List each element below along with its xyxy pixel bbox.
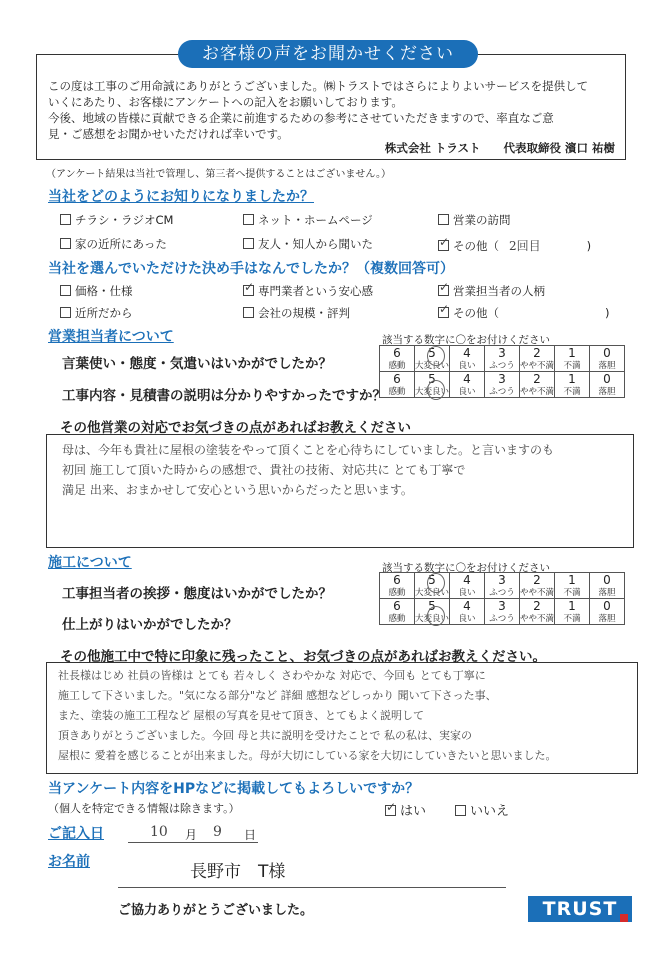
- construction-q2: 仕上がりはいかがでしたか？: [62, 617, 238, 633]
- q2-label: 当社を選んでいただけた決め手はなんでしたか？（複数回答可）: [48, 261, 454, 277]
- rating-4[interactable]: 4 良い: [450, 573, 485, 599]
- q1-option-nearby[interactable]: 家の近所にあった: [60, 236, 167, 252]
- checkbox-icon: [60, 214, 71, 225]
- checkbox-icon: [455, 805, 466, 816]
- rating-row: [380, 372, 625, 398]
- form-title: お客様の声をお聞かせください: [178, 40, 478, 68]
- rating-4[interactable]: 4 良い: [450, 599, 485, 625]
- rating-row: [380, 346, 625, 372]
- checkbox-icon: [243, 238, 254, 249]
- selected-rating-circle: [427, 606, 445, 626]
- sales-comment-label: その他営業の対応でお気づきの点があればお教えください: [60, 420, 411, 436]
- q1-option-flyer[interactable]: チラシ・ラジオCM: [60, 212, 173, 228]
- rating-1[interactable]: 1 不満: [555, 346, 590, 372]
- q1-option-friend[interactable]: 友人・知人から聞いた: [243, 236, 373, 252]
- q1-other-answer: 2回目: [509, 239, 541, 253]
- checked-checkbox-icon: [438, 285, 449, 296]
- logo-red-dot: [620, 914, 628, 922]
- checked-checkbox-icon: [243, 285, 254, 296]
- rating-6[interactable]: 6 感動: [380, 573, 415, 599]
- sales-heading: 営業担当者について: [48, 329, 174, 345]
- rating-2[interactable]: 2 やや不満: [520, 346, 555, 371]
- rating-2[interactable]: 2 やや不満: [520, 599, 555, 624]
- checked-checkbox-icon: [438, 307, 449, 318]
- rating-3[interactable]: 3 ふつう: [485, 573, 520, 599]
- q1-option-visit[interactable]: 営業の訪問: [438, 212, 511, 228]
- rating-row: [380, 599, 625, 625]
- rating-1[interactable]: 1 不満: [555, 573, 590, 599]
- name-underline: [118, 887, 506, 888]
- intro-text: [48, 78, 618, 142]
- rating-2[interactable]: 2 やや不満: [520, 573, 555, 598]
- q2-option-nearby[interactable]: 近所だから: [60, 305, 133, 321]
- comment-line: 施工して下さいました。"気になる部分"など 詳細 感想などしっかり 聞いて下さった事、: [58, 689, 497, 702]
- date-month[interactable]: 10: [150, 824, 168, 840]
- q1-option-other[interactable]: ✓ その他（ 2回目 ): [438, 236, 591, 256]
- comment-line: 社長様はじめ 社員の皆様は とても 若々しく さわやかな 対応で、今回も とても丁寧に: [58, 669, 486, 682]
- checkbox-icon: [243, 214, 254, 225]
- intro-line: 今後、地域の皆様に貢献できる企業に前進するための参考にさせていただきますので、率直なご意: [48, 111, 554, 125]
- construction-q1: 工事担当者の挨拶・態度はいかがでしたか？: [62, 586, 332, 602]
- checkbox-icon: [60, 307, 71, 318]
- rating-row: [380, 573, 625, 599]
- q2-option-reputation[interactable]: 会社の規模・評判: [243, 305, 350, 321]
- rating-5[interactable]: 5 大変良い: [415, 346, 450, 371]
- construction-rating-table: [379, 572, 625, 625]
- rating-6[interactable]: 6 感動: [380, 372, 415, 398]
- privacy-note: （アンケート結果は当社で管理し、第三者へ提供することはございません。）: [46, 169, 391, 180]
- rating-0[interactable]: 0 落胆: [590, 346, 625, 372]
- date-day[interactable]: 9: [213, 824, 222, 840]
- q2-option-price[interactable]: 価格・仕様: [60, 283, 133, 299]
- signature: 株式会社 トラスト 代表取締役 濱口 祐樹: [384, 141, 615, 155]
- rating-3[interactable]: 3 ふつう: [485, 372, 520, 398]
- rating-3[interactable]: 3 ふつう: [485, 346, 520, 372]
- q2-option-specialist[interactable]: ✓ 専門業者という安心感: [243, 283, 373, 299]
- rating-6[interactable]: 6 感動: [380, 599, 415, 625]
- rating-6[interactable]: 6 感動: [380, 346, 415, 372]
- q2-option-salesperson[interactable]: ✓ 営業担当者の人柄: [438, 283, 545, 299]
- q1-label: 当社をどのようにお知りになりましたか？: [48, 189, 314, 205]
- construction-heading: 施工について: [48, 555, 132, 571]
- rating-4[interactable]: 4 良い: [450, 372, 485, 398]
- q2-option-other[interactable]: ✓ その他（ ): [438, 305, 610, 321]
- rating-3[interactable]: 3 ふつう: [485, 599, 520, 625]
- rating-1[interactable]: 1 不満: [555, 372, 590, 398]
- sales-instruction: 該当する数字に〇をお付けください: [382, 334, 550, 346]
- intro-line: いくにあたり、お客様にアンケートへの記入をお願いしております。: [48, 95, 403, 109]
- rating-0[interactable]: 0 落胆: [590, 372, 625, 398]
- rating-1[interactable]: 1 不満: [555, 599, 590, 625]
- publish-label: 当アンケート内容をHPなどに掲載してもよろしいですか？: [48, 781, 420, 797]
- selected-rating-circle: [427, 380, 445, 400]
- rating-0[interactable]: 0 落胆: [590, 573, 625, 599]
- rating-5[interactable]: 5 大変良い: [415, 599, 450, 624]
- name-label: お名前: [48, 854, 90, 870]
- rating-5[interactable]: 5 大変良い: [415, 573, 450, 598]
- thanks-text: ご協力ありがとうございました。: [118, 903, 314, 918]
- date-label: ご記入日: [48, 826, 104, 842]
- rating-4[interactable]: 4 良い: [450, 346, 485, 372]
- comment-line: 初回 施工して頂いた時からの感想で、貴社の技術、対応共に とても丁寧で: [62, 463, 466, 477]
- rating-2[interactable]: 2 やや不満: [520, 372, 555, 397]
- checkbox-icon: [438, 214, 449, 225]
- sales-rating-table: [379, 345, 625, 398]
- comment-line: 頂きありがとうございました。今回 母と共に説明を受けたことで 私の私は、実家の: [58, 729, 472, 742]
- name-value[interactable]: 長野市 T様: [190, 862, 286, 882]
- date-month-unit: 月: [185, 828, 198, 842]
- intro-line: 見・ご感想をお聞かせいただければ幸いです。: [48, 127, 289, 141]
- publish-no[interactable]: いいえ: [455, 800, 509, 819]
- comment-line: 満足 出来、おまかせして安心という思いからだったと思います。: [62, 483, 413, 497]
- rating-0[interactable]: 0 落胆: [590, 599, 625, 625]
- date-day-unit: 日: [244, 828, 257, 842]
- checked-checkbox-icon: [385, 805, 396, 816]
- sales-comment: [62, 440, 630, 500]
- q1-option-web[interactable]: ネット・ホームページ: [243, 212, 373, 228]
- selected-rating-circle: [427, 346, 445, 366]
- publish-note: （個人を特定できる情報は除きます。）: [48, 802, 240, 815]
- trust-logo: TRUST: [528, 896, 632, 922]
- checked-checkbox-icon: [438, 240, 449, 251]
- sales-q2: 工事内容・見積書の説明は分かりやすかったですか？: [62, 388, 386, 404]
- comment-line: また、塗装の施工工程など 屋根の写真を見せて頂き、とてもよく説明して: [58, 709, 425, 722]
- checkbox-icon: [243, 307, 254, 318]
- construction-comment: [58, 666, 634, 766]
- selected-rating-circle: [427, 573, 445, 593]
- construction-instruction: 該当する数字に〇をお付けください: [382, 562, 550, 574]
- publish-yes[interactable]: ✓ はい: [385, 800, 426, 819]
- rating-5[interactable]: 5 大変良い: [415, 372, 450, 397]
- sales-q1: 言葉使い・態度・気遣いはいかがでしたか？: [62, 356, 332, 372]
- comment-line: 母は、今年も貴社に屋根の塗装をやって頂くことを心待ちにしていました。と言いますのも: [62, 443, 555, 457]
- construction-comment-label: その他施工中で特に印象に残ったこと、お気づきの点があればお教えください。: [60, 649, 546, 665]
- comment-line: 屋根に 愛着を感じることが出来ました。母が大切にしている家を大切にしていきたいと思いました。: [58, 749, 557, 762]
- intro-line: この度は工事のご用命誠にありがとうございました。㈱トラストではさらによりよいサービスを提供して: [48, 79, 589, 93]
- checkbox-icon: [60, 285, 71, 296]
- checkbox-icon: [60, 238, 71, 249]
